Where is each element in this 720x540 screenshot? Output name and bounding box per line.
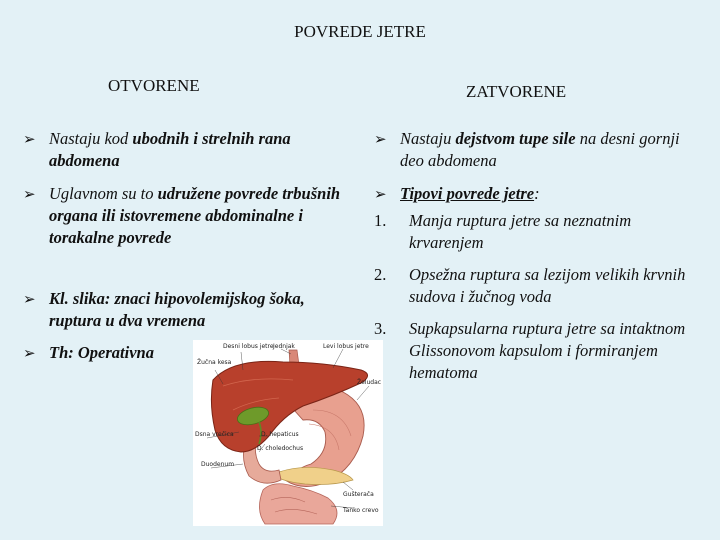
bullet-bold-text: Th: Operativna bbox=[49, 343, 154, 362]
label-hepatic-duct: D. hepaticus bbox=[261, 431, 299, 438]
page-title: POVREDE JETRE bbox=[294, 22, 426, 41]
item-number: 3. bbox=[374, 319, 387, 338]
numbered-item-2 bbox=[374, 264, 704, 308]
bullet-bold-text: udružene povrede trbušnih organa ili istovremene abdominalne i torakalne povrede bbox=[49, 184, 341, 247]
label-bile-duct: D. choledochus bbox=[257, 445, 304, 452]
numbered-item-3 bbox=[374, 318, 704, 384]
bullet-open-2 bbox=[23, 183, 353, 249]
label-stomach: Želudac bbox=[357, 379, 382, 386]
arrow-bullet-icon: ➢ bbox=[23, 185, 36, 203]
bullet-bold-text: ubodnih i strelnih rana abdomena bbox=[49, 129, 291, 170]
item-text: Opsežna ruptura sa lezijom velikih krvnih sudova i žučnog voda bbox=[409, 265, 686, 306]
bullet-open-3 bbox=[23, 288, 343, 332]
heading-open-injuries: OTVORENE bbox=[108, 76, 200, 95]
bullet-text: na desni gornji deo abdomena bbox=[400, 129, 680, 170]
liver-anatomy-drawing bbox=[193, 340, 383, 526]
label-right-lobe: Desni lobus jetre bbox=[223, 343, 274, 350]
bullet-closed-2 bbox=[374, 183, 704, 205]
bullet-text: Uglavnom su to bbox=[49, 184, 158, 203]
bullet-text: Nastaju kod bbox=[49, 129, 133, 148]
bullet-bold-text: dejstvom tupe sile bbox=[455, 129, 576, 148]
bullet-open-1 bbox=[23, 128, 353, 172]
arrow-bullet-icon: ➢ bbox=[374, 130, 387, 148]
item-text: Manja ruptura jetre sa neznatnim krvarenjem bbox=[409, 211, 632, 252]
item-text: Supkapsularna ruptura jetre sa intaktnom Glissonovom kapsulom i formiranjem hematoma bbox=[409, 319, 686, 382]
arrow-bullet-icon: ➢ bbox=[23, 290, 36, 308]
heading-closed-injuries: ZATVORENE bbox=[466, 82, 567, 101]
label-pouch: Dsna vrečica bbox=[195, 431, 234, 438]
small-intestine-shape bbox=[259, 484, 337, 524]
liver-anatomy-illustration bbox=[193, 340, 383, 526]
bullet-text: Nastaju bbox=[400, 129, 456, 148]
bullet-bold-text: Tipovi povrede jetre bbox=[400, 184, 535, 203]
numbered-item-1 bbox=[374, 210, 704, 254]
label-gallbladder: Žučna kesa bbox=[197, 359, 232, 366]
label-small-intestine: Tanko crevo bbox=[343, 507, 379, 514]
label-esophagus: Jednjak bbox=[273, 343, 295, 350]
arrow-bullet-icon: ➢ bbox=[374, 185, 387, 203]
bullet-bold-text: Kl. slika: znaci hipovolemijskog šoka, ruptura u dva vremena bbox=[49, 289, 305, 330]
arrow-bullet-icon: ➢ bbox=[23, 344, 36, 362]
bullet-text: : bbox=[534, 184, 540, 203]
label-duodenum: Duodenum bbox=[201, 461, 235, 468]
item-number: 2. bbox=[374, 265, 387, 284]
bullet-closed-1 bbox=[374, 128, 704, 172]
label-pancreas: Gušterača bbox=[343, 491, 374, 498]
item-number: 1. bbox=[374, 211, 387, 230]
label-left-lobe: Levi lobus jetre bbox=[323, 343, 369, 350]
arrow-bullet-icon: ➢ bbox=[23, 130, 36, 148]
